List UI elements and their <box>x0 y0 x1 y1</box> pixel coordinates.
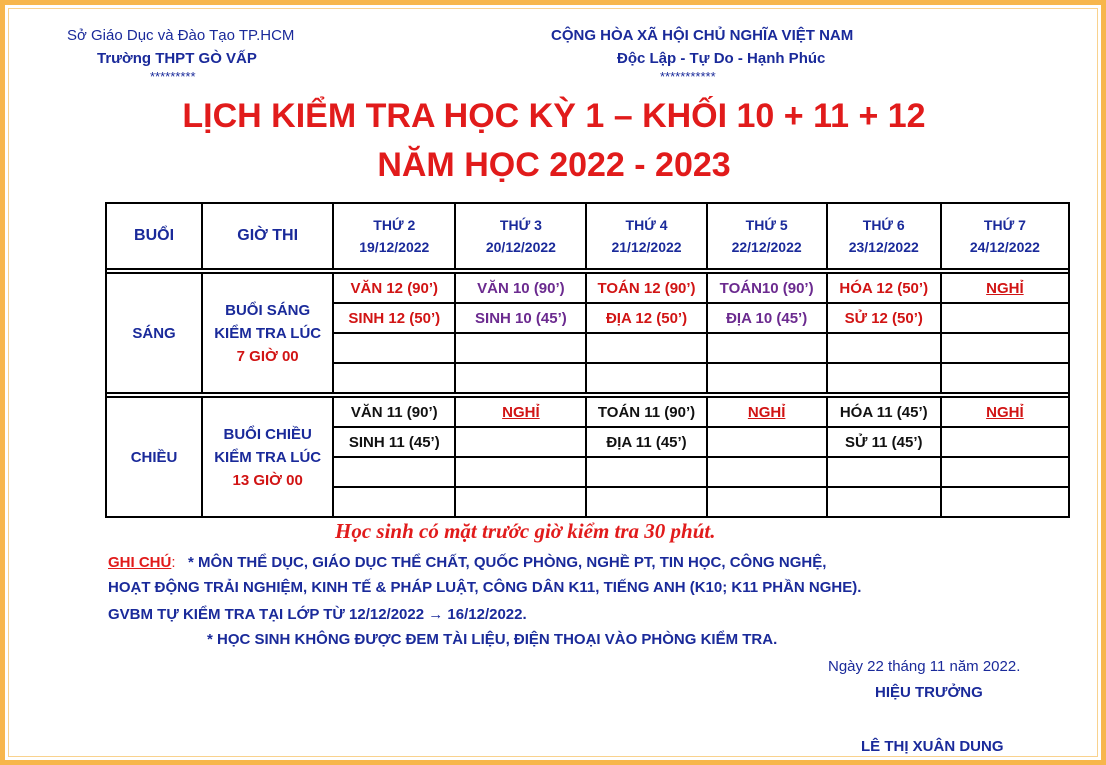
exam-cell: HÓA 11 (45’) <box>827 397 941 427</box>
day-header-thu: THỨ 5 22/12/2022 <box>707 203 827 269</box>
exam-cell: VĂN 10 (90’) <box>455 273 586 303</box>
principal-title: HIỆU TRƯỞNG <box>875 684 983 701</box>
notes-line-2: HOẠT ĐỘNG TRẢI NGHIỆM, KINH TẾ & PHÁP LUẬT, CÔNG DÂN K11, TIẾNG ANH (K10; K11 PHẦN NGHE). <box>108 579 862 596</box>
republic-title: CỘNG HÒA XÃ HỘI CHỦ NGHĨA VIỆT NAM <box>551 27 854 44</box>
empty-cell <box>333 333 455 363</box>
empty-cell <box>333 457 455 487</box>
off-day-label: NGHỈ <box>747 403 786 421</box>
exam-cell: SINH 10 (45’) <box>455 303 586 333</box>
notes-text-1: * MÔN THỂ DỤC, GIÁO DỤC THỂ CHẤT, QUỐC PHÒNG, NGHỀ PT, TIN HỌC, CÔNG NGHỆ, <box>188 554 827 571</box>
left-stars: ********* <box>150 69 196 84</box>
empty-cell <box>333 487 455 517</box>
school-name: Trường THPT GÒ VẤP <box>97 50 257 67</box>
exam-cell <box>455 427 586 457</box>
empty-cell <box>707 487 827 517</box>
empty-cell <box>455 333 586 363</box>
empty-cell <box>586 363 706 393</box>
morning-row-1 <box>106 273 1069 303</box>
school-year-title: NĂM HỌC 2022 - 2023 <box>377 146 731 184</box>
off-day-label: NGHỈ <box>986 403 1024 421</box>
empty-cell <box>827 487 941 517</box>
exam-cell: ĐỊA 12 (50’) <box>586 303 706 333</box>
department-name: Sở Giáo Dục và Đào Tạo TP.HCM <box>67 27 295 44</box>
exam-cell: VĂN 12 (90’) <box>333 273 455 303</box>
notes-label: GHI CHÚ <box>108 554 172 571</box>
session-column-header: BUỔI <box>106 203 202 269</box>
exam-cell <box>707 397 827 427</box>
notes-line-3: GVBM TỰ KIỂM TRA TẠI LỚP TỪ 12/12/2022 → 16/12/2022. <box>108 606 527 623</box>
empty-cell <box>455 363 586 393</box>
afternoon-time-cell: BUỔI CHIỀU KIỂM TRA LÚC 13 GIỜ 00 <box>202 397 333 517</box>
empty-cell <box>941 363 1069 393</box>
arrival-notice: Học sinh có mặt trước giờ kiểm tra 30 phút. <box>335 519 716 543</box>
exam-schedule-table <box>105 202 1070 518</box>
empty-cell <box>827 457 941 487</box>
empty-cell <box>827 363 941 393</box>
day-header-sat: THỨ 7 24/12/2022 <box>941 203 1069 269</box>
exam-cell: SỬ 12 (50’) <box>827 303 941 333</box>
exam-cell <box>941 273 1069 303</box>
exam-cell: TOÁN 11 (90’) <box>586 397 706 427</box>
day-header-fri: THỨ 6 23/12/2022 <box>827 203 941 269</box>
day-header-tue: THỨ 3 20/12/2022 <box>455 203 586 269</box>
empty-cell <box>707 333 827 363</box>
off-day-label: NGHỈ <box>986 279 1024 297</box>
empty-cell <box>333 363 455 393</box>
empty-cell <box>941 487 1069 517</box>
empty-cell <box>827 333 941 363</box>
notes-line-1 <box>108 554 826 571</box>
morning-session-label: SÁNG <box>106 273 202 393</box>
day-header-mon: THỨ 2 19/12/2022 <box>333 203 455 269</box>
exam-cell: TOÁN10 (90’) <box>707 273 827 303</box>
empty-cell <box>586 333 706 363</box>
empty-cell <box>455 487 586 517</box>
empty-cell <box>941 333 1069 363</box>
exam-cell: SINH 11 (45’) <box>333 427 455 457</box>
morning-time-cell: BUỔI SÁNG KIỂM TRA LÚC 7 GIỜ 00 <box>202 273 333 393</box>
time-column-header: GIỜ THI <box>202 203 333 269</box>
signature-date: Ngày 22 tháng 11 năm 2022. <box>828 658 1021 675</box>
empty-cell <box>941 457 1069 487</box>
principal-name: LÊ THỊ XUÂN DUNG <box>861 738 1004 755</box>
afternoon-session-label: CHIỀU <box>106 397 202 517</box>
empty-cell <box>455 457 586 487</box>
exam-cell: ĐỊA 11 (45’) <box>586 427 706 457</box>
exam-cell: VĂN 11 (90’) <box>333 397 455 427</box>
exam-cell: SINH 12 (50’) <box>333 303 455 333</box>
table-header-row <box>106 203 1069 269</box>
afternoon-row-1 <box>106 397 1069 427</box>
exam-cell: HÓA 12 (50’) <box>827 273 941 303</box>
exam-cell <box>941 427 1069 457</box>
notes-colon: : <box>171 554 176 571</box>
exam-cell <box>455 397 586 427</box>
exam-cell: SỬ 11 (45’) <box>827 427 941 457</box>
empty-cell <box>586 457 706 487</box>
empty-cell <box>707 457 827 487</box>
empty-cell <box>707 363 827 393</box>
exam-cell <box>941 397 1069 427</box>
day-header-wed: THỨ 4 21/12/2022 <box>586 203 706 269</box>
off-day-label: NGHỈ <box>502 403 540 421</box>
notes-line-4: * HỌC SINH KHÔNG ĐƯỢC ĐEM TÀI LIỆU, ĐIỆN THOẠI VÀO PHÒNG KIỂM TRA. <box>207 631 778 648</box>
empty-cell <box>586 487 706 517</box>
exam-cell <box>707 427 827 457</box>
national-motto: Độc Lập - Tự Do - Hạnh Phúc <box>617 50 826 67</box>
right-stars: *********** <box>660 69 716 84</box>
exam-cell: ĐỊA 10 (45’) <box>707 303 827 333</box>
exam-cell: TOÁN 12 (90’) <box>586 273 706 303</box>
schedule-title: LỊCH KIỂM TRA HỌC KỲ 1 – KHỐI 10 + 11 + 12 <box>182 97 926 135</box>
exam-cell <box>941 303 1069 333</box>
